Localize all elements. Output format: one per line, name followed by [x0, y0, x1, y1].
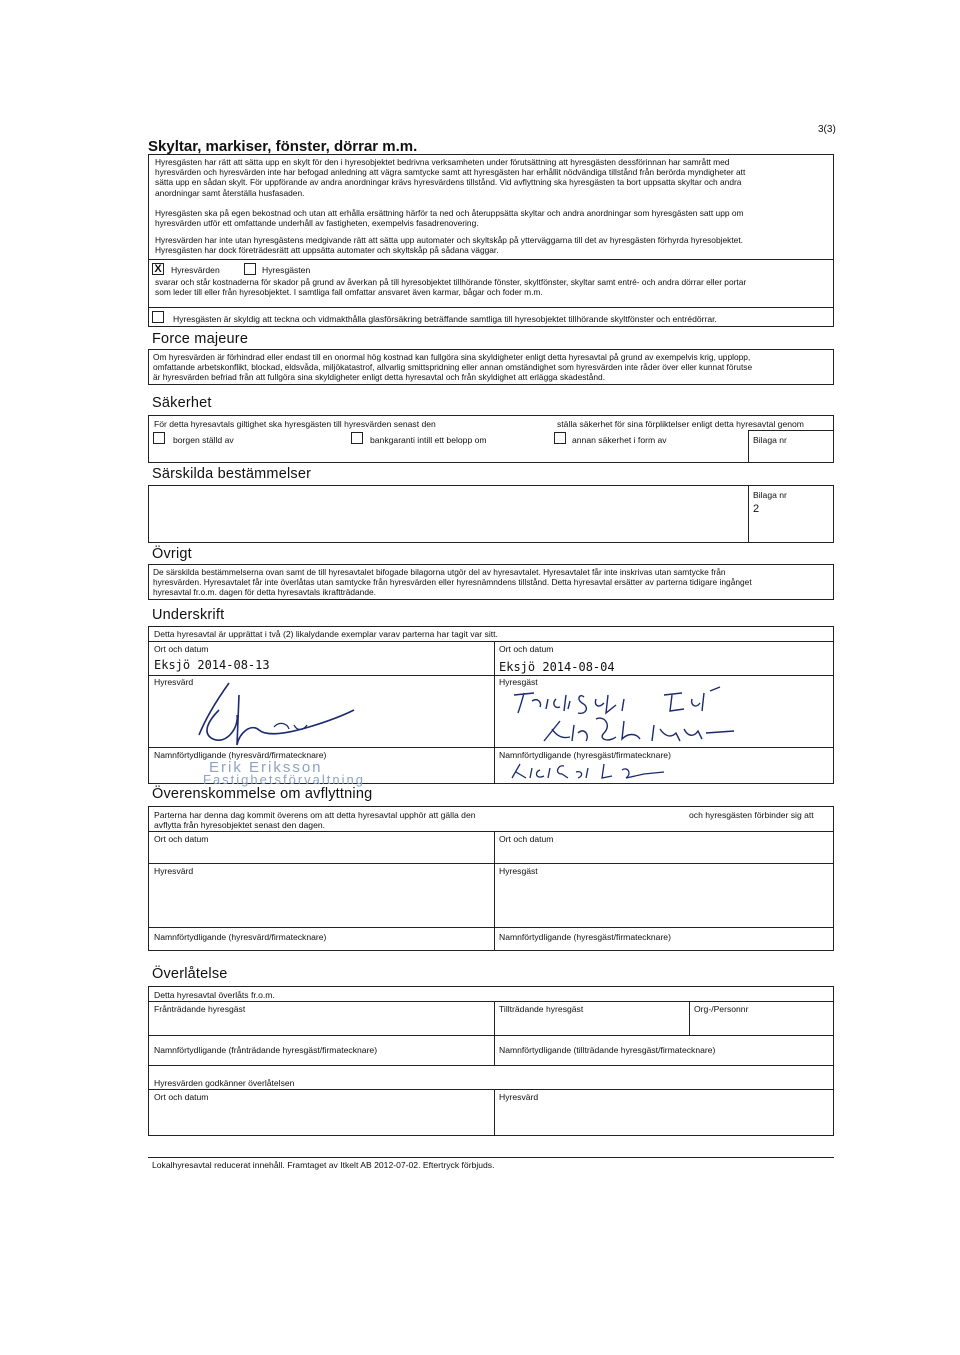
- force-majeure-text: Om hyresvärden är förhindrad eller endast till en onormal hög kostnad kan fullgöra sina skyldigheter enligt detta hyresavtal på grund av exempelvis krig, upplopp, omfattande arbetskonflikt, blockad, eldsvåda, miljökatastrof, allvarlig smittspridning eller annan omständighet som hyresvärden inte råder över eller kunnat förutse är hyresvärden befriad från att fullgöra sina skyldigheter enligt detta hyresavtal och från skyldighet att erlägga skadestånd.: [153, 352, 753, 383]
- overlatelse-tilltradande-label: Tillträdande hyresgäst: [499, 1004, 584, 1014]
- underskrift-namn-vard-label: Namnförtydligande (hyresvärd/firmatecknare): [154, 750, 327, 760]
- landlord-name-stamp: Erik Eriksson: [209, 759, 323, 776]
- checkbox-bankgaranti[interactable]: [351, 432, 363, 444]
- glass-insurance-text: Hyresgästen är skyldig att teckna och vidmakthålla glasförsäkring beträffande samtliga till hyresobjektet tillhörande skyltfönster och entrédörrar.: [173, 314, 717, 324]
- overenskommelse-intro-line2: avflytta från hyresobjektet senast den dagen.: [154, 820, 326, 830]
- section-title-underskrift: Underskrift: [152, 607, 225, 623]
- checkbox-mark: X: [154, 263, 162, 275]
- section-title-skyltar: Skyltar, markiser, fönster, dörrar m.m.: [148, 138, 418, 155]
- option-label-hyresvarden: Hyresvärden: [171, 265, 220, 275]
- sakerhet-intro-left: För detta hyresavtals giltighet ska hyresgästen till hyresvärden senast den: [154, 419, 436, 429]
- option-label-bankgaranti: bankgaranti intill ett belopp om: [370, 435, 487, 445]
- overenskommelse-ort-datum-left: Ort och datum: [154, 834, 209, 844]
- overenskommelse-namn-vard-label: Namnförtydligande (hyresvärd/firmatecknare): [154, 932, 327, 942]
- landlord-company-stamp: Fastighetsförvaltning: [203, 772, 365, 787]
- skyltar-box: [148, 154, 834, 327]
- underskrift-place-date-right: Eksjö 2014-08-04: [499, 660, 615, 674]
- overlatelse-namn-till-label: Namnförtydligande (tillträdande hyresgäst/firmatecknare): [499, 1045, 716, 1055]
- overenskommelse-intro-left: Parterna har denna dag kommit överens om att detta hyresavtal upphör att gälla den: [154, 810, 476, 820]
- overlatelse-ort-datum-label: Ort och datum: [154, 1092, 209, 1102]
- option-label-borgen: borgen ställd av: [173, 435, 234, 445]
- overenskommelse-hyresvard-label: Hyresvärd: [154, 866, 194, 876]
- liability-text: svarar och står kostnaderna för skador på grund av åverkan på till hyresobjektet tillhörande fönster, skyltfönster, skyltar samt entré- och andra dörrar eller portar som leder till eller från hyresobjektet. I samtliga fall omfattar ansvaret även karmar, bågar och foder m.m.: [155, 277, 747, 298]
- overlatelse-frantradande-label: Frånträdande hyresgäst: [154, 1004, 246, 1014]
- sarskilda-bilaga-value: 2: [753, 503, 760, 515]
- checkbox-annan-sakerhet[interactable]: [554, 432, 566, 444]
- checkbox-glass-insurance[interactable]: [152, 311, 164, 323]
- section-title-sarskilda: Särskilda bestämmelser: [152, 466, 312, 482]
- checkbox-hyresvarden[interactable]: [152, 263, 164, 275]
- underskrift-namn-gast-label: Namnförtydligande (hyresgäst/firmatecknare): [499, 750, 671, 760]
- force-majeure-box: [148, 349, 834, 385]
- underskrift-intro: Detta hyresavtal är upprättat i två (2) likalydande exemplar varav parterna har tagit var sitt.: [154, 629, 498, 639]
- page-number: 3(3): [818, 124, 836, 135]
- section-title-force-majeure: Force majeure: [152, 331, 249, 347]
- footer-rule: [148, 1157, 834, 1158]
- ovrigt-box: [148, 564, 834, 600]
- sakerhet-bilaga-label: Bilaga nr: [753, 435, 787, 445]
- sakerhet-box: [148, 415, 834, 463]
- checkbox-borgen[interactable]: [153, 432, 165, 444]
- overlatelse-orgnr-label: Org-/Personnr: [694, 1004, 749, 1014]
- section-title-ovrigt: Övrigt: [152, 546, 192, 562]
- sarskilda-bilaga-label: Bilaga nr: [753, 490, 787, 500]
- footer-text: Lokalhyresavtal reducerat innehåll. Framtaget av Itkelt AB 2012-07-02. Eftertryck förbjuds.: [152, 1160, 495, 1170]
- sarskilda-box: [148, 485, 834, 543]
- option-label-annan: annan säkerhet i form av: [572, 435, 667, 445]
- ovrigt-text: De särskilda bestämmelserna ovan samt de till hyresavtalet bifogade bilagorna utgör del av hyresavtalet. Hyresavtalet får inte inskrivas utan samtycke från hyresvärden. Hyresavtalet får inte överlåtas utan samtycke från hyresvärden eller hyresnämndens tillstånd. Detta hyresavtal ersätter av parterna tidigare ingånget hyresavtal fr.o.m. dagen för detta hyresavtals ikraftträdande.: [153, 567, 752, 598]
- tenant-signature: [504, 685, 824, 747]
- option-label-hyresgasten: Hyresgästen: [262, 265, 311, 275]
- skyltar-para3: Hyresvärden har inte utan hyresgästens medgivande rätt att sätta upp automater och skyltskåp på ytterväggarna till det av hyresgästen förhyrda hyresobjektet. Hyresgästen har dock företrädesrätt att uppsätta automater och skyltskåp på sådana väggar.: [155, 235, 743, 256]
- skyltar-para2: Hyresgästen ska på egen bekostnad och utan att erhålla ersättning härför ta ned och återuppsätta skyltar och andra anordningar som hyresgästen satt upp om hyresvärden utför ett omfattande underhåll av fastigheten, exempelvis fasadrenovering.: [155, 208, 744, 229]
- checkbox-hyresgasten[interactable]: [244, 263, 256, 275]
- skyltar-para1: Hyresgästen har rätt att sätta upp en skylt för den i hyresobjektet bedrivna verksamheten under förutsättning att hyresgästen dessförinnan har samrått med hyresvärden och hyresvärden inte har befogad anledning att vägra samtycke samt att hyresgästen har erhållit nödvändiga tillstånd från berörda myndigheter att sätta upp en sådan skylt. För uppförande av andra anordningar krävs hyresvärdens tillstånd. Vid avflyttning ska hyresgästen ta bort uppsatta skyltar och andra anordningar samt återställa husfasaden.: [155, 157, 746, 198]
- overlatelse-godkanner: Hyresvärden godkänner överlåtelsen: [154, 1078, 295, 1088]
- overenskommelse-hyresgast-label: Hyresgäst: [499, 866, 538, 876]
- section-title-overenskommelse: Överenskommelse om avflyttning: [152, 786, 373, 802]
- underskrift-ort-datum-left: Ort och datum: [154, 644, 209, 654]
- underskrift-hyresgast-label: Hyresgäst: [499, 677, 538, 687]
- overlatelse-namn-fran-label: Namnförtydligande (frånträdande hyresgäst/firmatecknare): [154, 1045, 378, 1055]
- overenskommelse-ort-datum-right: Ort och datum: [499, 834, 554, 844]
- sakerhet-intro-right: ställa säkerhet för sina förpliktelser enligt detta hyresavtal genom: [557, 419, 804, 429]
- overlatelse-box: [148, 986, 834, 1136]
- underskrift-ort-datum-right: Ort och datum: [499, 644, 554, 654]
- underskrift-place-date-left: Eksjö 2014-08-13: [154, 658, 270, 672]
- overenskommelse-intro-right: och hyresgästen förbinder sig att: [689, 810, 814, 820]
- overlatelse-intro: Detta hyresavtal överlåts fr.o.m.: [154, 990, 275, 1000]
- overenskommelse-box: [148, 806, 834, 951]
- underskrift-hyresvard-label: Hyresvärd: [154, 677, 194, 687]
- landlord-signature: [179, 675, 379, 753]
- section-title-sakerhet: Säkerhet: [152, 395, 212, 411]
- overlatelse-hyresvard-label: Hyresvärd: [499, 1092, 539, 1102]
- underskrift-box: [148, 626, 834, 784]
- overenskommelse-namn-gast-label: Namnförtydligande (hyresgäst/firmatecknare): [499, 932, 671, 942]
- section-title-overlatelse: Överlåtelse: [152, 966, 228, 982]
- sarskilda-bilaga-cell: [748, 485, 834, 543]
- tenant-printed-name-signature: [504, 760, 724, 782]
- sakerhet-bilaga-cell: [748, 430, 834, 463]
